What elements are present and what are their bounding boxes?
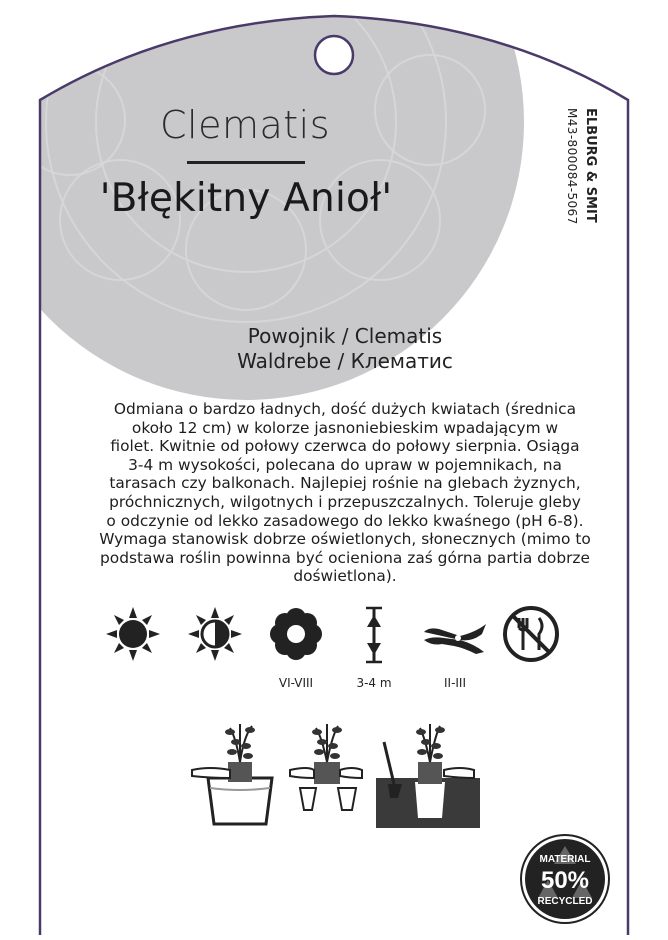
brand-name: ELBURG & SMIT — [583, 108, 598, 223]
half-shade-icon — [186, 605, 244, 663]
common-names — [150, 324, 540, 374]
height-label: 3-4 m — [356, 676, 392, 690]
flower-icon — [267, 605, 325, 663]
description-line: tarasach czy balkonach. Najlepiej rośnie na glebach żyznych, — [109, 474, 581, 493]
recycled-top-text: MATERIAL — [539, 854, 591, 865]
description-line: próchnicznych, wilgotnych i przepuszczalnych. Toleruje gleby — [109, 492, 581, 511]
pruning-shears-icon — [420, 612, 490, 660]
title-divider — [187, 161, 305, 164]
recycled-material-badge — [518, 832, 612, 926]
description-line: fiolet. Kwitnie od połowy czerwca do połowy sierpnia. Osiąga — [110, 437, 580, 456]
product-code: M43-800084-5067 — [565, 108, 579, 225]
planting-instructions-illustration — [190, 718, 480, 830]
cultivar-name: 'Błękitny Anioł' — [99, 176, 393, 221]
full-sun-icon — [104, 605, 162, 663]
description-line: około 12 cm) w kolorze jasnoniebieskim wpadającym w — [131, 418, 559, 437]
soak-pot-illustration — [192, 724, 272, 824]
description-line: 3-4 m wysokości, polecana do upraw w pojemnikach, na — [128, 455, 562, 474]
not-edible-icon — [501, 604, 561, 664]
recycled-percent-text: 50% — [540, 867, 590, 894]
common-name-line: Waldrebe / Клематис — [237, 349, 453, 373]
recycled-bottom-text: RECYCLED — [537, 896, 593, 907]
height-icon — [358, 605, 390, 665]
remove-pot-illustration — [290, 724, 362, 810]
description — [62, 400, 628, 586]
description-line: podstawa roślin powinna być ocieniona zaś górna partia dobrze — [100, 548, 590, 567]
common-name-line: Powojnik / Clematis — [247, 324, 443, 348]
hang-hole — [315, 36, 353, 74]
description-line: Wymaga stanowisk dobrze oświetlonych, słonecznych (mimo to — [99, 530, 591, 549]
plant-in-soil-illustration — [376, 724, 480, 828]
description-line: doświetlona). — [293, 567, 397, 586]
description-line: Odmiana o bardzo ładnych, dość dużych kwiatach (średnica — [113, 400, 577, 418]
description-line: o odczynie od lekko zasadowego do lekko kwaśnego (pH 6-8). — [106, 511, 584, 530]
pruning-period-label: II-III — [443, 676, 467, 690]
genus-name: Clematis — [159, 103, 331, 147]
flowering-period-label: VI-VIII — [278, 676, 314, 690]
